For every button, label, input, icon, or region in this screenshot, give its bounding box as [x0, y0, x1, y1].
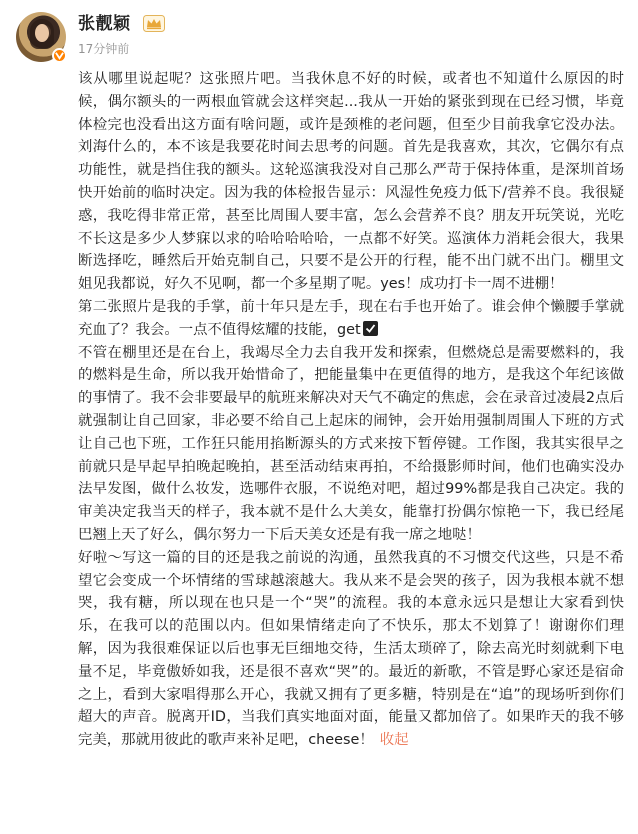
post-paragraph-2 [78, 296, 624, 342]
avatar-face [35, 24, 49, 42]
author-name[interactable]: 张靓颖 [78, 14, 131, 34]
post-header [16, 12, 616, 64]
post-content [78, 68, 624, 752]
post-paragraph-4-text: 好啦～写这一篇的目的还是我之前说的沟通，虽然我真的不习惯交代这些，只是不希望它会变成一个坏情绪的雪球越滚越大。我从来不是会哭的孩子，因为我根本就不想哭，我有糖，所以现在也只是一个“哭”的流程。我的本意永远只是想让大家看到快乐，在我可以的范围以内。但如果情绪走向了不快乐，那太不划算了！谢谢你们理解，因为我很难保证以后也事无巨细地交待，生活太琐碎了，除去高光时刻就剩下电量不足，毕竟傲娇如我，还是很不喜欢“哭”的。最近的新歌，不管是野心家还是宿命之上，看到大家唱得那么开心，我就又拥有了更多糖，特别是在“追”的现场听到你们超大的声音。脱离开ID，当我们真实地面对面，能量又都加倍了。如果昨天的我不够完美，那就用彼此的歌声来补足吧，cheese！ [78, 549, 624, 749]
post-paragraph-1: 该从哪里说起呢？这张照片吧。当我休息不好的时候，或者也不知道什么原因的时候，偶尔额头的一两根血管就会这样突起...我从一开始的紧张到现在已经习惯，毕竟体检完也没看出这方面有啥问题，或许是颈椎的老问题，但至少目前我拿它没办法。刘海什么的，本不该是我要花时间去思考的问题。首先是我喜欢，其次，它偶尔有点功能性，就是挡住我的额头。这轮巡演我没对自己那么严苛于保持体重，是深圳首场快开始前的临时决定。因为我的体检报告显示：风湿性免疫力低下/营养不良。我很疑惑，我吃得非常正常，甚至比周围人要丰富，怎么会营养不良？朋友开玩笑说，光吃不长这是多少人梦寐以求的哈哈哈哈哈，一点都不好笑。巡演体力消耗会很大，我果断选择吃，睡然后开始克制自己，只要不是公开的行程，能不出门就不出门。棚里文姐见我都说，好久不见啊，都一个多星期了呢。yes！成功打卡一周不进棚！ [78, 71, 624, 293]
post-paragraph-4 [78, 547, 624, 752]
verified-badge-icon [52, 48, 67, 63]
post-timestamp[interactable]: 17分钟前 [78, 42, 130, 56]
collapse-link[interactable]: 收起 [379, 732, 409, 749]
post-paragraph-3: 不管在棚里还是在台上，我竭尽全力去自我开发和探索，但燃烧总是需要燃料的，我的燃料是生命，所以我开始惜命了，把能量集中在更值得的地方，是我这个年纪该做的事情了。我不会非要最早的航班来解决对天气不确定的焦虑，会在录音过凌晨2点后就强制让自己回家，非必要不给自己上起床的闹钟，会开始用强制周围人下班的方式让自己也下班，工作狂只能用掐断源头的方式来按下暂停键。工作图，我其实很早之前就只是早起早拍晚起晚拍，甚至活动结束再拍，不给摄影师时间，他们也确实没办法早发图，做什么妆发，选哪件衣服，不说绝对吧，超过99%都是我自己决定。我的审美决定我当天的样子，我本就不是什么大美女，能靠打扮偶尔惊艳一下，我已经尾巴翘上天了好么，偶尔努力一下后天美女还是有我一席之地哒！ [78, 344, 624, 543]
check-mark-button-icon [363, 321, 378, 336]
post-paragraph-2-text: 第二张照片是我的手掌，前十年只是左手，现在右手也开始了。谁会伸个懒腰手掌就充血了？我会。一点不值得炫耀的技能，get [78, 298, 624, 338]
avatar[interactable] [16, 12, 66, 62]
vip-crown-icon[interactable] [143, 15, 165, 32]
